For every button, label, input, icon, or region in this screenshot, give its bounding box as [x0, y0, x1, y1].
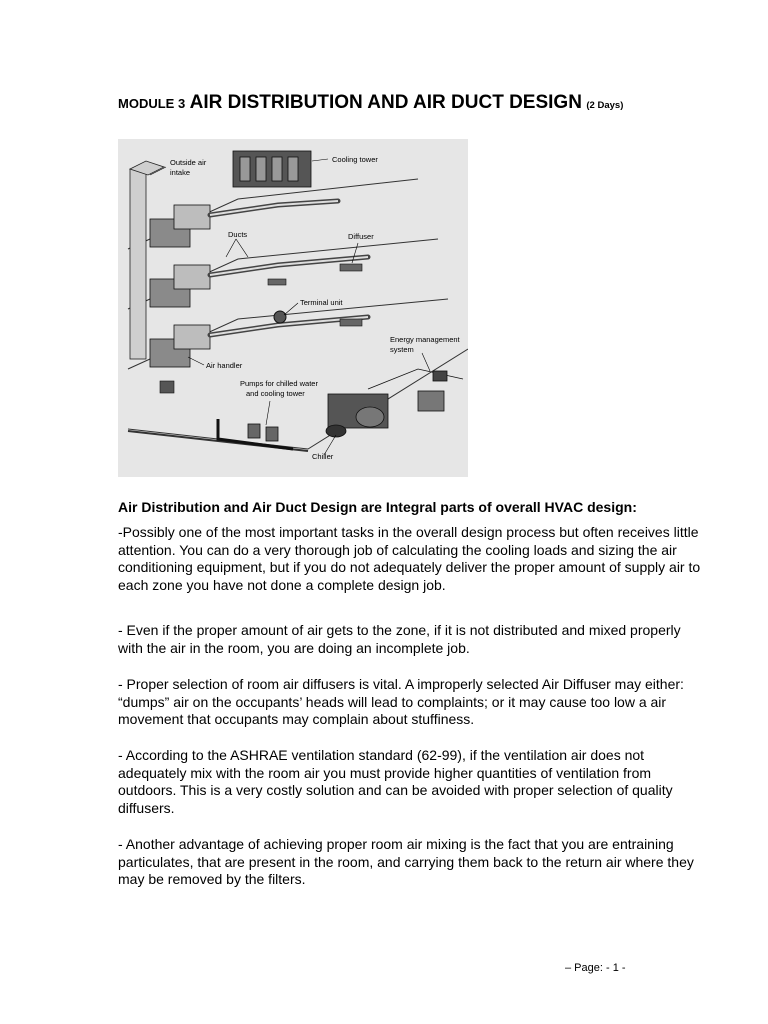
paragraph-3: - Proper selection of room air diffusers is vital. A improperly selected Air Diffuser may either: “dumps” air on the occupants’ heads will lead to complaints; or it may cause too low a air movement that occupants may complain about stuffiness. [118, 676, 684, 728]
label-energy-management-2: system [390, 345, 414, 354]
label-pumps-1: Pumps for chilled water [240, 379, 318, 388]
paragraph-5: - Another advantage of achieving proper room air mixing is the fact that you are entraining particulates, that are present in the room, and carrying them back to the return air where they may be removed by the filters. [118, 836, 694, 888]
label-outside-air-intake-2: intake [170, 168, 191, 177]
module-number: MODULE 3 [118, 96, 186, 111]
paragraph-2: - Even if the proper amount of air gets to the zone, if it is not distributed and mixed properly with the air in the room, you are doing an incomplete job. [118, 622, 681, 656]
label-air-handler: Air handler [206, 361, 243, 370]
label-outside-air-intake-1: Outside air [170, 158, 207, 167]
paragraph-1: -Possibly one of the most important tasks in the overall design process but often receives little attention. You can do a very thorough job of calculating the cooling loads and sizing the air conditioning equipment, but if you do not adequately deliver the proper amount of supply air to each zone you have not done a complete design job. [118, 524, 701, 593]
label-chiller: Chiller [312, 452, 334, 461]
label-terminal-unit: Terminal unit [300, 298, 343, 307]
label-ducts: Ducts [228, 230, 248, 239]
label-cooling-tower: Cooling tower [332, 155, 378, 164]
page-number: – Page: - 1 - [565, 962, 626, 974]
module-title: AIR DISTRIBUTION AND AIR DUCT DESIGN [189, 92, 582, 113]
label-pumps-2: and cooling tower [246, 389, 305, 398]
label-diffuser: Diffuser [348, 232, 374, 241]
hvac-system-illustration [118, 139, 468, 477]
label-energy-management-1: Energy management [390, 335, 460, 344]
page-title [118, 92, 718, 114]
module-duration: (2 Days) [586, 100, 624, 111]
paragraph-4: - According to the ASHRAE ventilation standard (62-99), if the ventilation air does not adequately mix with the room air you must provide higher quantities of ventilation from outdoors. This is a very costly solution and can be avoided with proper selection of quality diffusers. [118, 747, 673, 816]
hvac-diagram [118, 139, 468, 477]
section-heading: Air Distribution and Air Duct Design are Integral parts of overall HVAC design: [118, 499, 637, 515]
